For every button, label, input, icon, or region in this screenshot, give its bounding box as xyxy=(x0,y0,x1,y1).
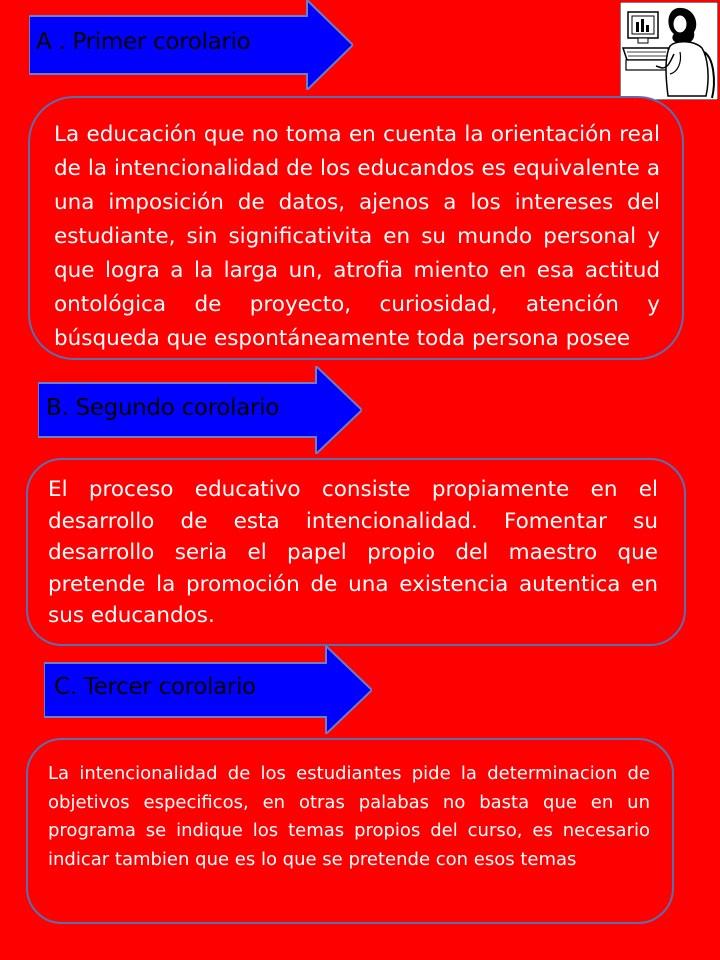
section-b-heading: B. Segundo corolario xyxy=(46,395,280,421)
section-a-body: La educación que no toma en cuenta la orientación real de la intencionalidad de los educandos es equivalente a una imposición de datos, ajenos a los intereses del estudiante, sin significativita en su mundo personal y que logra a la larga un, atrofia miento en esa actitud ontológica de proyecto, curiosidad, atención y búsqueda que espontáneamente toda persona posee xyxy=(54,122,660,351)
section-b-panel xyxy=(26,458,686,646)
section-a-panel xyxy=(28,96,684,360)
section-b-body: El proceso educativo consiste propiamente en el desarrollo de esta intencionalidad. Fomentar su desarrollo seria el papel propio del maestro que pretende la promoción de una existencia autentica en sus educandos. xyxy=(48,477,658,628)
woman-at-computer-icon xyxy=(620,2,718,100)
section-c-heading-arrow xyxy=(44,646,372,734)
section-c-panel xyxy=(26,738,674,924)
section-c-body: La intencionalidad de los estudiantes pide la determinacion de objetivos especificos, en otras palabas no basta que en un programa se indique los temas propios del curso, es necesario indicar tambien que es lo que se pretende con esos temas xyxy=(48,763,650,870)
section-c-heading: C. Tercer corolario xyxy=(54,674,256,700)
section-b-heading-arrow xyxy=(38,366,362,454)
section-a-heading: A . Primer corolario xyxy=(36,29,251,55)
section-a-heading-arrow xyxy=(29,0,353,90)
